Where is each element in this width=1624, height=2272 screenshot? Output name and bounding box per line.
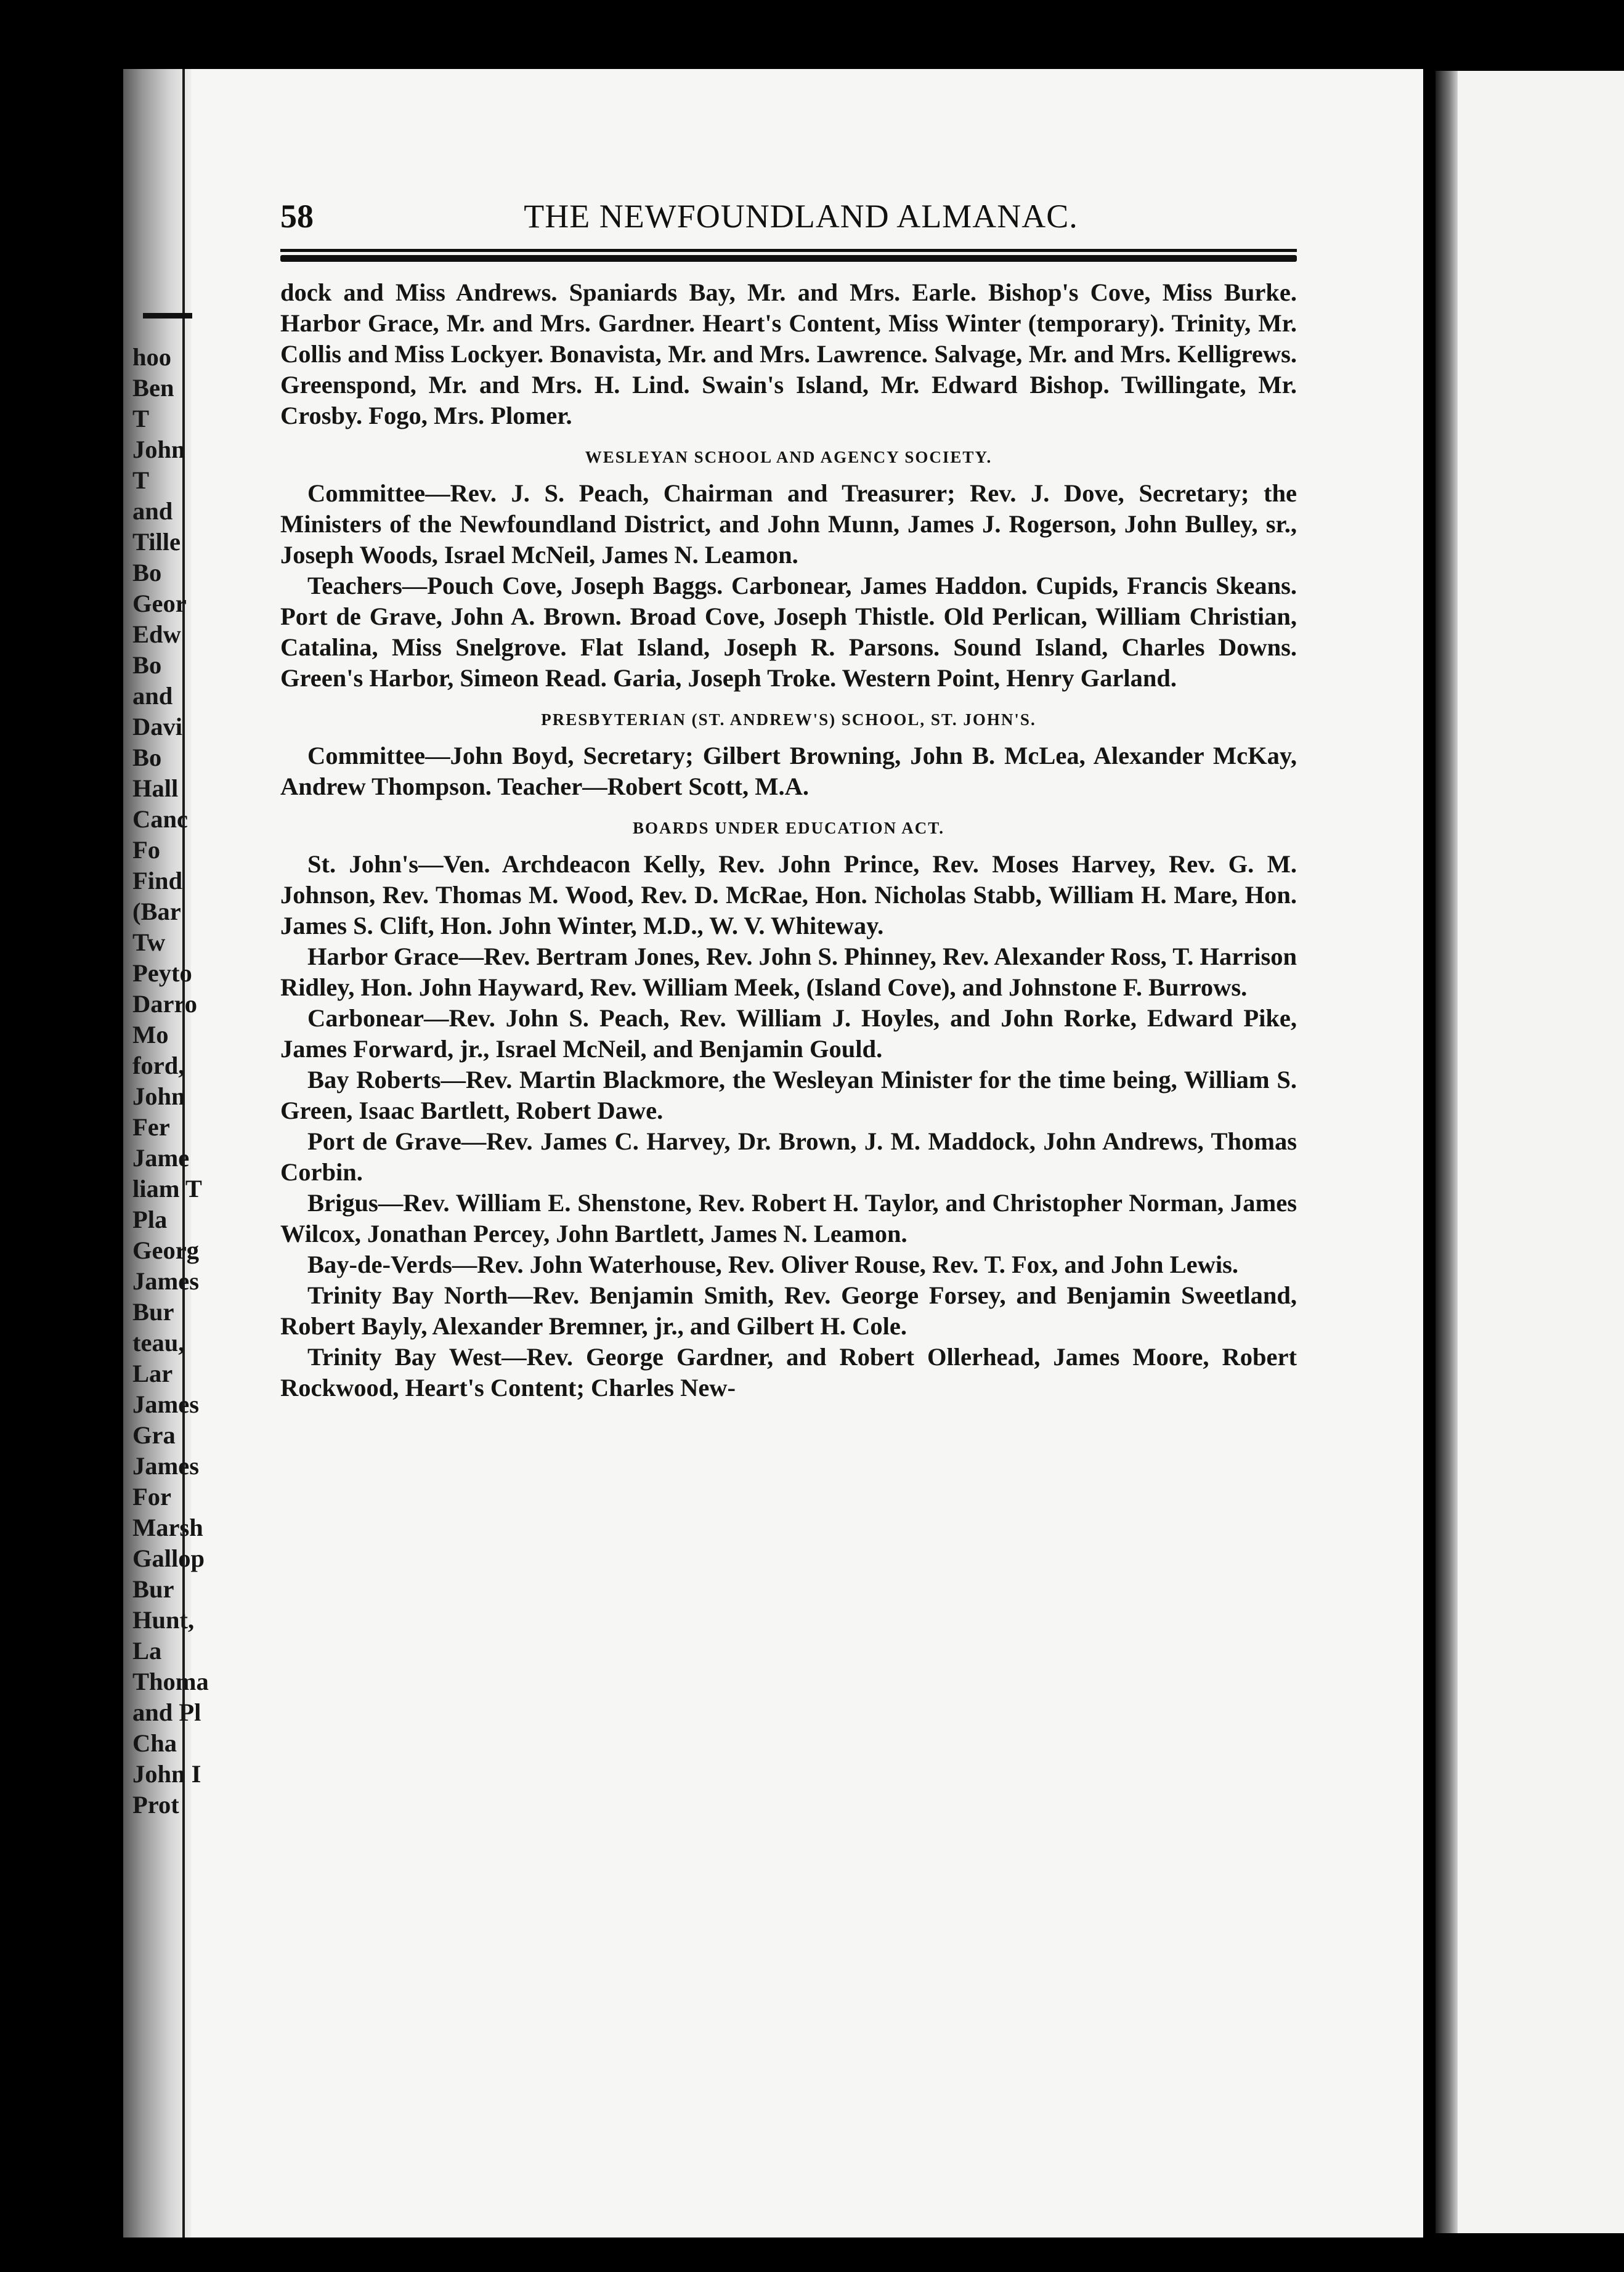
facing-page-line: Bur	[132, 1575, 174, 1603]
facing-page-line: Tille	[132, 528, 181, 556]
facing-page-line: (Bar	[132, 898, 181, 925]
facing-page-line: Peyto	[132, 959, 192, 987]
facing-page-line: T	[132, 466, 150, 494]
facing-page-line: Davi	[132, 713, 182, 740]
facing-page-line: T	[132, 405, 150, 432]
facing-page	[1435, 71, 1624, 2233]
facing-page-line: James	[132, 1390, 199, 1418]
facing-page-line: hoo	[132, 343, 172, 371]
facing-page-line: Lar	[132, 1360, 173, 1387]
page-header	[280, 197, 1297, 253]
facing-page-line: Jame	[132, 1144, 190, 1172]
facing-page-line: ford,	[132, 1052, 185, 1079]
facing-page-line: Marsh	[132, 1514, 203, 1541]
facing-page-line: and Pl	[132, 1698, 201, 1726]
facing-page-line: Find	[132, 867, 183, 895]
facing-page-line: Hunt,	[132, 1606, 195, 1634]
facing-page-line: Bo	[132, 559, 162, 586]
page-number: 58	[280, 198, 314, 235]
facing-page-line: James	[132, 1267, 199, 1295]
facing-page-line: Georg	[132, 1236, 199, 1264]
section-heading: BOARDS UNDER EDUCATION ACT.	[632, 819, 945, 837]
facing-page-line: John	[132, 436, 185, 463]
facing-page-line: and	[132, 497, 173, 525]
facing-page-line: Fer	[132, 1113, 170, 1141]
facing-page-line: Hall	[132, 774, 179, 802]
facing-page-line: Bo	[132, 744, 162, 771]
paragraph: Committee—John Boyd, Secretary; Gilbert Browning, John B. McLea, Alexander McKay, Andrew Thompson. Teacher—Robert Scott, M.A.	[280, 742, 1297, 800]
facing-page-line: Pla	[132, 1206, 168, 1233]
paragraph: Port de Grave—Rev. James C. Harvey, Dr. Brown, J. M. Maddock, John Andrews, Thomas Corbin.	[280, 1127, 1297, 1186]
paragraph: Teachers—Pouch Cove, Joseph Baggs. Carbonear, James Haddon. Cupids, Francis Skeans. Port de Grave, John A. Brown. Broad Cove, Joseph Thistle. Old Perlican, William Christian, Catalina, Miss Snelgrove. Flat Island, Joseph R. Parsons. Sound Island, Charles Downs. Green's Harbor, Simeon Read. Garia, Joseph Troke. Western Point, Henry Garland.	[280, 572, 1297, 692]
facing-page-line: Canc	[132, 805, 188, 833]
facing-page-line: Thoma	[132, 1668, 209, 1695]
header-rule-thick	[280, 255, 1297, 262]
paragraph: Carbonear—Rev. John S. Peach, Rev. William J. Hoyles, and John Rorke, Edward Pike, James Forward, jr., Israel McNeil, and Benjamin Gould.	[280, 1004, 1297, 1063]
paragraph: dock and Miss Andrews. Spaniards Bay, Mr. and Mrs. Earle. Bishop's Cove, Miss Burke. Harbor Grace, Mr. and Mrs. Gardner. Heart's Content, Miss Winter (temporary). Trinity, Mr. Collis and Miss Lockyer. Bonavista, Mr. and Mrs. Lawrence. Salvage, Mr. and Mrs. Kelligrews. Greenspond, Mr. and Mrs. H. Lind. Swain's Island, Mr. Edward Bishop. Twillingate, Mr. Crosby. Fogo, Mrs. Plomer.	[280, 278, 1297, 429]
section-heading: WESLEYAN SCHOOL AND AGENCY SOCIETY.	[585, 448, 993, 466]
facing-page-line: Prot	[132, 1791, 179, 1819]
facing-page-line: Darro	[132, 990, 197, 1018]
facing-page-line: Cha	[132, 1729, 177, 1757]
facing-page-gutter	[1435, 71, 1458, 2233]
facing-page-line: La	[132, 1637, 162, 1665]
header-rule-thin	[280, 249, 1297, 252]
facing-page-line: liam T	[132, 1175, 202, 1203]
facing-page-line: Mo	[132, 1021, 169, 1049]
facing-page-line: Bo	[132, 651, 162, 679]
paragraph: Bay Roberts—Rev. Martin Blackmore, the Wesleyan Minister for the time being, William S. Green, Isaac Bartlett, Robert Dawe.	[280, 1066, 1297, 1124]
paragraph: St. John's—Ven. Archdeacon Kelly, Rev. John Prince, Rev. Moses Harvey, Rev. G. M. Johnson, Rev. Thomas M. Wood, Rev. D. McRae, Hon. Nicholas Stabb, William H. Mare, Hon. James S. Clift, Hon. John Winter, M.D., W. V. Whiteway.	[280, 850, 1297, 939]
facing-page-line: teau,	[132, 1329, 185, 1357]
facing-page-line: John	[132, 1082, 185, 1110]
facing-page-text	[132, 342, 209, 1820]
facing-page-line: Gallop	[132, 1544, 205, 1572]
paragraph: Brigus—Rev. William E. Shenstone, Rev. Robert H. Taylor, and Christopher Norman, James Wilcox, Jonathan Percey, John Bartlett, James N. Leamon.	[280, 1189, 1297, 1248]
paragraph: Committee—Rev. J. S. Peach, Chairman and Treasurer; Rev. J. Dove, Secretary; the Ministers of the Newfoundland District, and John Munn, James J. Rogerson, John Bulley, sr., Joseph Woods, Israel McNeil, James N. Leamon.	[280, 479, 1297, 569]
facing-page-line: Tw	[132, 928, 166, 956]
facing-page-line: Gra	[132, 1421, 176, 1449]
paragraph: Trinity Bay West—Rev. George Gardner, and Robert Ollerhead, James Moore, Robert Rockwood, Heart's Content; Charles New-	[280, 1343, 1297, 1402]
facing-page-rule	[143, 313, 192, 318]
facing-page-line: James	[132, 1452, 199, 1480]
paragraph: Trinity Bay North—Rev. Benjamin Smith, Rev. George Forsey, and Benjamin Sweetland, Robert Bayly, Alexander Bremner, jr., and Gilbert H. Cole.	[280, 1281, 1297, 1340]
paragraph: Bay-de-Verds—Rev. John Waterhouse, Rev. Oliver Rouse, Rev. T. Fox, and John Lewis.	[307, 1251, 1238, 1278]
facing-page-line: Geor	[132, 590, 187, 617]
section-heading: PRESBYTERIAN (ST. ANDREW'S) SCHOOL, ST. JOHN'S.	[541, 710, 1036, 729]
facing-page-line: Edw	[132, 620, 181, 648]
paragraph: Harbor Grace—Rev. Bertram Jones, Rev. John S. Phinney, Rev. Alexander Ross, T. Harrison Ridley, Hon. John Hayward, Rev. William Meek, (Island Cove), and Johnstone F. Burrows.	[280, 943, 1297, 1001]
facing-page-line: For	[132, 1483, 171, 1511]
facing-page-line: John I	[132, 1760, 201, 1788]
facing-page-line: Ben	[132, 374, 174, 402]
facing-page-line: and	[132, 682, 173, 710]
page-body	[280, 277, 1297, 1403]
running-title: THE NEWFOUNDLAND ALMANAC.	[524, 198, 1078, 235]
facing-page-line: Bur	[132, 1298, 174, 1326]
facing-page-line: Fo	[132, 836, 160, 864]
